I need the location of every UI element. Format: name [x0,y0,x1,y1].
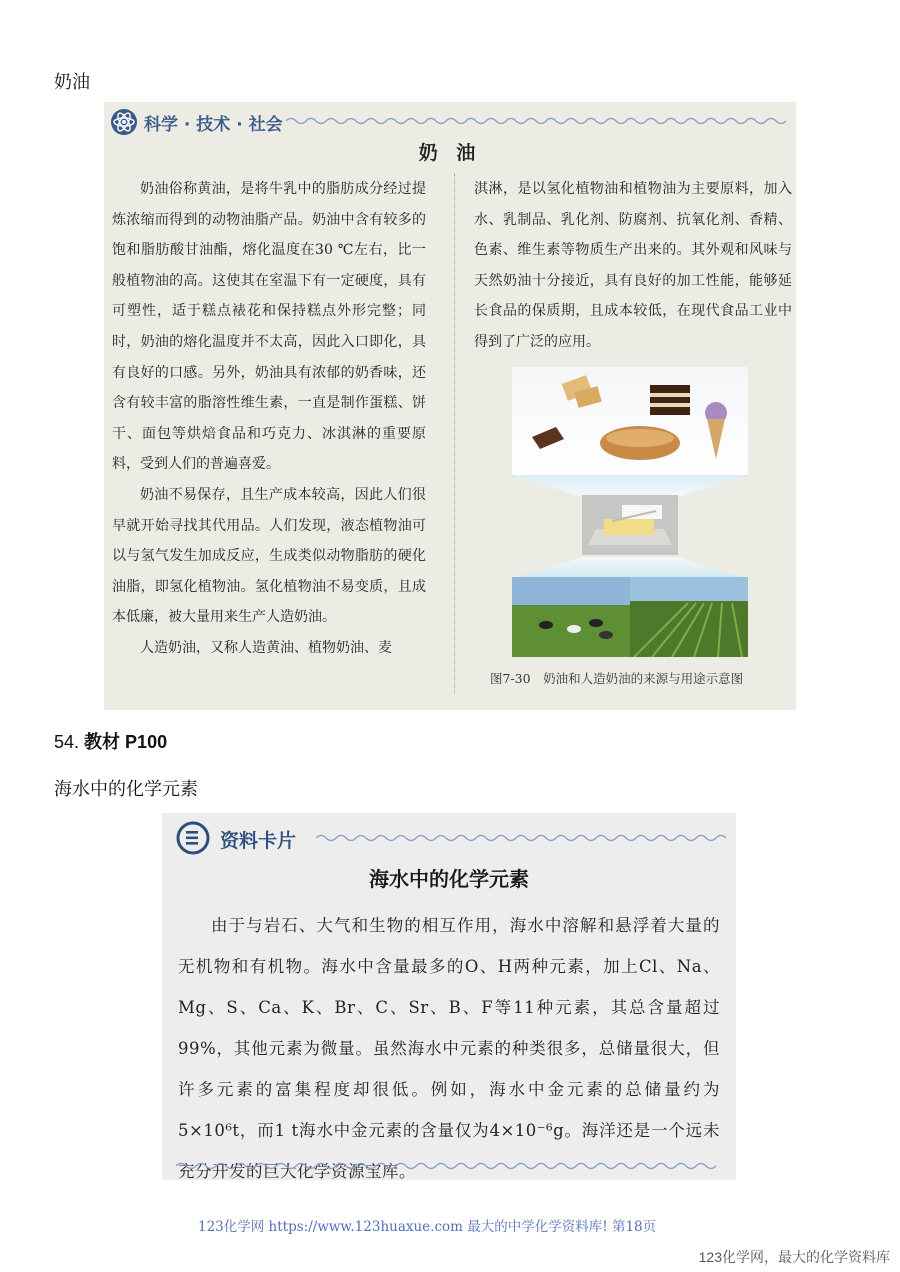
butter-image [582,495,678,555]
card-header-label: 资料卡片 [220,830,297,852]
paragraph: 淇淋，是以氢化植物油和植物油为主要原料，加入水、乳制品、乳化剂、防腐剂、抗氧化剂、香精、色素、维生素等物质生产出来的。其外观和风味与天然奶油十分接近，具有良好的加工性能，能够延长食品的保质期，且成本较低，在现代食品工业中得到了广泛的应用。 [474,181,792,350]
card-body [178,905,720,1192]
food-products-panel [512,367,748,477]
section2-title: 海水中的化学元素 [54,779,198,799]
column-divider [454,174,455,694]
section2-heading [54,728,167,754]
wave-divider [286,116,790,126]
farm-field-image [512,577,748,657]
footer-link[interactable]: 123化学网 https://www.123huaxue.com 最大的中学化学资料库! 第18页 [198,1219,657,1235]
paragraph: 奶油俗称黄油，是将牛乳中的脂肪成分经过提炼浓缩而得到的动物油脂产品。奶油中含有较多的饱和脂肪酸甘油酯，熔化温度在30 ℃左右，比一般植物油的高。这使其在室温下有一定硬度，具有可塑性，适于糕点裱花和保持糕点外形完整；同时，奶油的熔化温度并不太高，因此入口即化，具有良好的口感。另外，奶油具有浓郁的奶香味，还含有较丰富的脂溶性维生素，一直是制作蛋糕、饼干、面包等烘焙食品和巧克力、冰淇淋的重要原料，受到人们的普遍喜爱。 [112,181,426,473]
card-header-label: 科学 · 技术 · 社会 [144,115,283,135]
data-card [162,813,736,1180]
wave-divider [316,833,726,843]
left-column [112,174,426,664]
food-products-illustration [512,367,748,475]
wave-divider-bottom [176,1161,722,1171]
atom-icon [110,108,138,136]
card-title: 海水中的化学元素 [369,867,529,891]
section2-heading-text: 教材 P100 [84,732,168,752]
footer-watermark: 123化学网，最大的化学资料库 [698,1249,890,1265]
figure-caption: 图7-30 奶油和人造奶油的来源与用途示意图 [490,671,744,686]
card-title: 奶 油 [418,142,482,164]
card-header [110,108,790,136]
science-tech-society-card [104,102,796,710]
book-icon [176,821,210,855]
section2-number: 54. [54,732,80,752]
right-column [474,174,792,358]
card-header [176,821,726,855]
section1-title: 奶油 [54,72,90,92]
connector-top [512,475,748,497]
connector-bottom [512,557,748,579]
paragraph: 由于与岩石、大气和生物的相互作用，海水中溶解和悬浮着大量的无机物和有机物。海水中含量最多的O、H两种元素，加上Cl、Na、Mg、S、Ca、K、Br、C、Sr、B、F等11种元素，其总含量超过99%，其他元素为微量。虽然海水中元素的种类很多，总储量很大，但许多元素的富集程度却很低。例如，海水中金元素的总储量约为5×10⁶t，而1 t海水中金元素的含量仅为4×10⁻⁶g。海洋还是一个远未充分开发的巨大化学资源宝库。 [178,916,720,1181]
figure-7-30 [512,367,748,665]
paragraph: 人造奶油，又称人造黄油、植物奶油、麦 [140,639,392,656]
paragraph: 奶油不易保存，且生产成本较高，因此人们很早就开始寻找其代用品。人们发现，液态植物油可以与氢气发生加成反应，生成类似动物脂肪的硬化油脂，即氢化植物油。氢化植物油不易变质，且成本低廉，被大量用来生产人造奶油。 [112,486,426,626]
